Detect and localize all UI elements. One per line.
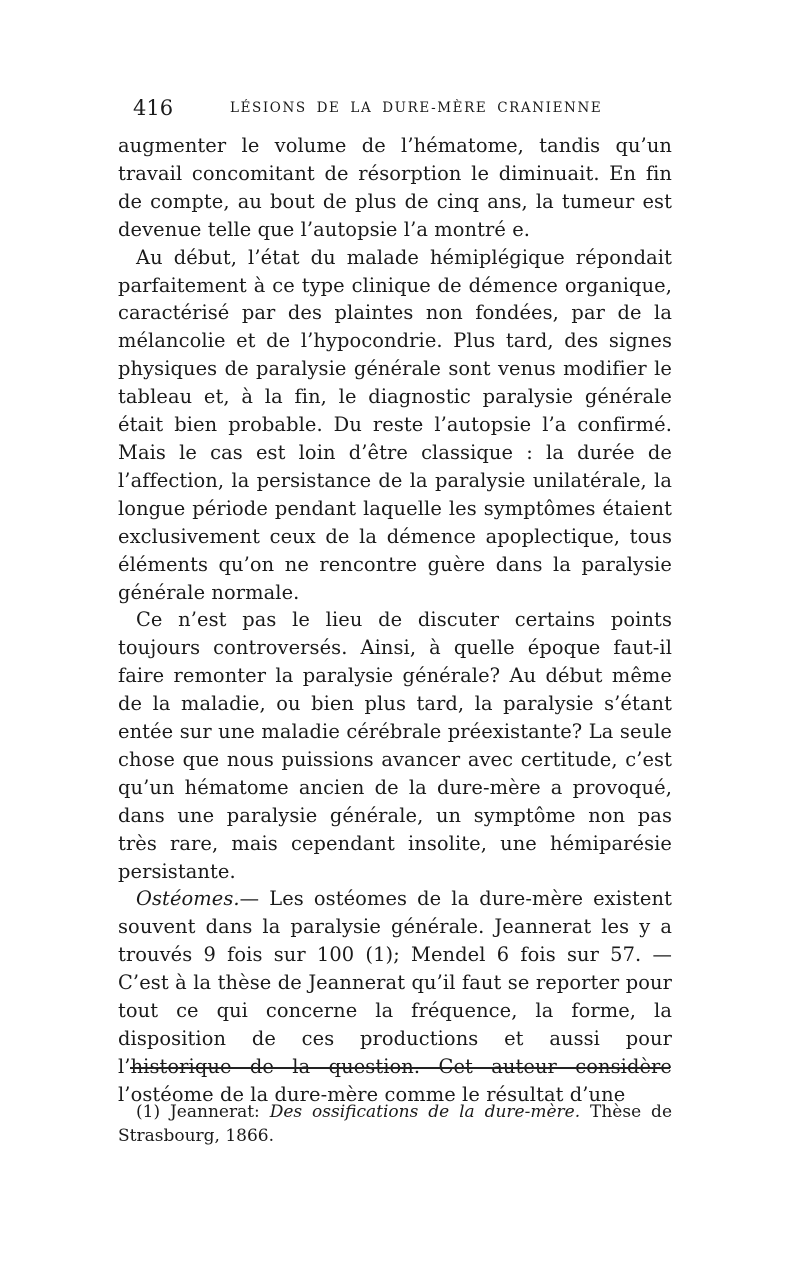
page-number: 416 [133, 96, 174, 120]
page-header [118, 90, 672, 124]
footnote-title: Des ossifications de la dure-mère. [269, 1102, 581, 1122]
paragraph-discussion: Ce n’est pas le lieu de discuter certains points toujours controversés. Ainsi, à quelle époque faut-il faire remonter la paralysie générale? Au début même de la maladie, ou bien plus tard, la paralysie s’étant entée sur une maladie cérébrale préexistante? La seule chose que nous puissions avancer avec certitude, c’est qu’un hématome ancien de la dure-mère a provoqué, dans une paralysie générale, un symptôme non pas très rare, mais cependant insolite, une hémiparésie persistante. [118, 608, 672, 883]
footnote-suffix: Thèse de Strasbourg, 1866. [118, 1102, 673, 1146]
osteomes-heading: Ostéomes. [136, 887, 240, 911]
footnote [118, 1100, 672, 1148]
footnote-prefix: (1) Jeannerat: [136, 1102, 270, 1122]
body-text [118, 132, 672, 1109]
paragraph-osteomes [118, 885, 672, 1108]
paragraph-continuation: augmenter le volume de l’hématome, tandis qu’un travail concomitant de résorption le diminuait. En fin de compte, au bout de plus de cinq ans, la tumeur est devenue telle que l’autopsie l’a montré e. [118, 134, 672, 241]
osteomes-text: — Les ostéomes de la dure-mère existent souvent dans la paralysie générale. Jeannerat les y a trouvés 9 fois sur 100 (1); Mendel 6 fois sur 57. — C’est à la thèse de Jeannerat qu’il faut se reporter pour tout ce qui concerne la fréquence, la forme, la disposition de ces productions et aussi pour l’historique de la question. Cet auteur considère l’ostéome de la dure-mère comme le résultat d’une [118, 887, 672, 1106]
book-page [118, 90, 673, 1146]
footnote-divider [130, 1067, 670, 1069]
paragraph-clinical-course: Au début, l’état du malade hémiplégique répondait parfaitement à ce type clinique de démence organique, caractérisé par des plaintes non fondées, par de la mélancolie et de l’hypocondrie. Plus tard, des signes physiques de paralysie générale sont venus modifier le tableau et, à la fin, le diagnostic paralysie générale était bien probable. Du reste l’autopsie l’a confirmé. Mais le cas est loin d’être classique : la durée de l’affection, la persistance de la paralysie unilatérale, la longue période pendant laquelle les symptômes étaient exclusivement ceux de la démence apoplectique, tous éléments qu’on ne rencontre guère dans la paralysie générale normale. [118, 245, 672, 604]
running-head: LÉSIONS DE LA DURE-MÈRE CRANIENNE [230, 100, 603, 116]
